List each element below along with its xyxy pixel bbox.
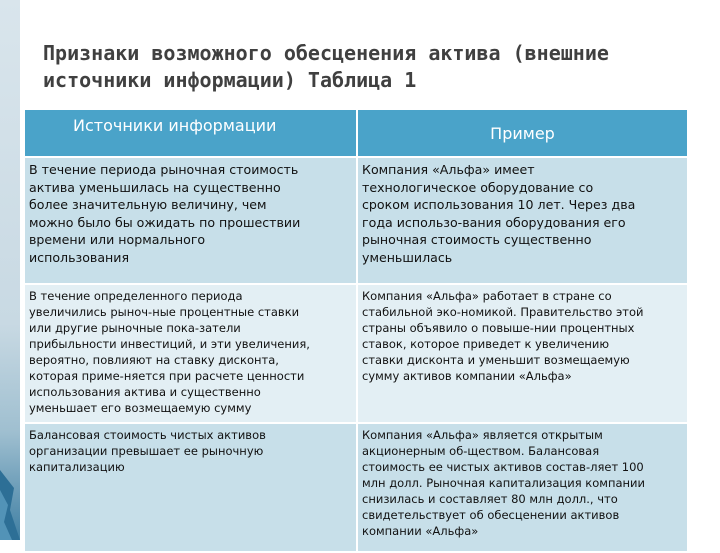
- source-cell: [25, 423, 357, 552]
- column-header-sources: Источники информации: [25, 110, 357, 157]
- table-row: [25, 284, 687, 423]
- example-text: Компания «Альфа» работает в стране со стабильной эко-номикой. Правительство этой страны объявило о повыше-нии процентных ставок, которое приведет к увеличению ставки дисконта и уменьшит возмещаемую сумму активов компании «Альфа»: [362, 289, 644, 383]
- source-cell: [25, 157, 357, 284]
- source-cell: [25, 284, 357, 423]
- source-text: Балансовая стоимость чистых активов организации превышает ее рыночную капитализацию: [29, 428, 266, 474]
- accent-bar: [0, 0, 20, 540]
- example-cell: [357, 284, 687, 423]
- example-cell: [357, 157, 687, 284]
- table-row: [25, 423, 687, 552]
- source-text: В течение периода рыночная стоимость актива уменьшилась на существенно более значительную величину, чем можно было бы ожидать по прошествии времени или нормального использования: [29, 162, 301, 265]
- slide-title: [43, 40, 693, 94]
- source-text: В течение определенного периода увеличились рыноч-ные процентные ставки или другие рыночные пока-затели прибыльности инвестиций, и эти увеличения, вероятно, повлияют на ставку дисконта, которая приме-няется при расчете ценности использования актива и существенно уменьшает его возмещаемую сумму: [29, 289, 310, 415]
- example-cell: [357, 423, 687, 552]
- slide-title-line-1: Признаки возможного обесценения актива (внешние: [43, 41, 609, 65]
- column-header-example: Пример: [357, 110, 687, 157]
- example-text: Компания «Альфа» имеет технологическое оборудование со сроком использования 10 лет. Через два года использо-вания оборудования его рыночная стоимость существенно уменьшилась: [362, 162, 636, 265]
- example-text: Компания «Альфа» является открытым акционерным об-ществом. Балансовая стоимость ее чистых активов состав-ляет 100 млн долл. Рыночная капитализация компании снизилась и составляет 80 млн долл., что свидетельствует об обесценении активов компании «Альфа»: [362, 428, 645, 538]
- left-accent-decoration: [0, 0, 20, 540]
- table-header-row: [25, 110, 687, 157]
- slide-title-line-2: источники информации) Таблица 1: [43, 68, 417, 92]
- impairment-signs-table: [25, 110, 687, 553]
- table-row: [25, 157, 687, 284]
- accent-wave-shape: [0, 460, 20, 540]
